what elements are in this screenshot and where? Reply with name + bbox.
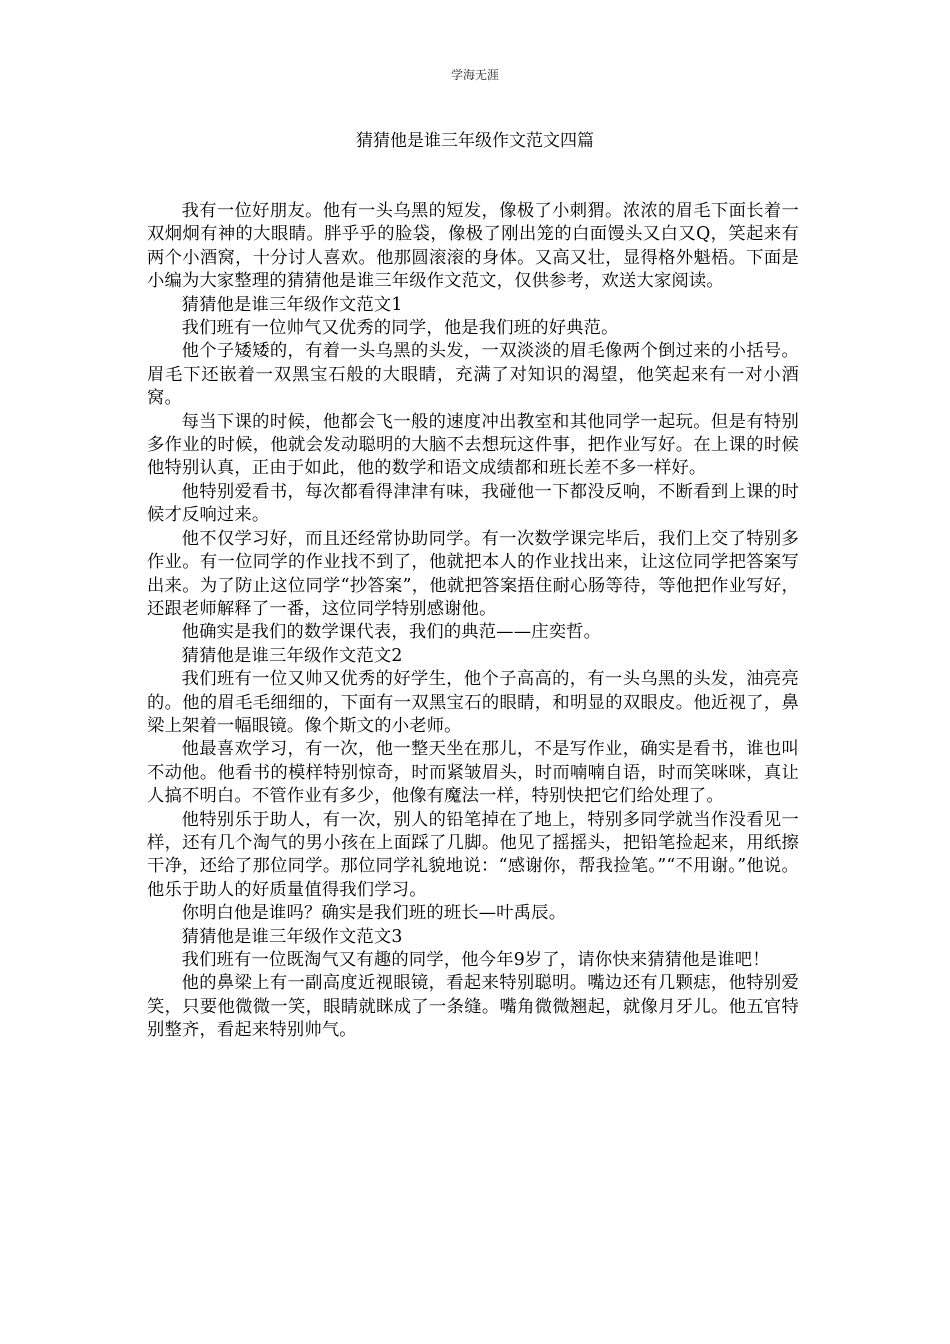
paragraph: 他的鼻梁上有一副高度近视眼镜，看起来特别聪明。嘴边还有几颗痣，他特别爱笑，只要他微微一笑，眼睛就眯成了一条缝。嘴角微微翘起，就像月牙儿。他五官特别整齐，看起来特别帅气。 (147, 973, 799, 1041)
document-title: 猜猜他是谁三年级作文范文四篇 (356, 131, 594, 151)
paragraph: 他确实是我们的数学课代表，我们的典范——庄奕哲。 (181, 622, 602, 643)
paragraph-intro: 我有一位好朋友。他有一头乌黑的短发，像极了小刺猬。浓浓的眉毛下面长着一双炯炯有神的大眼睛。胖乎乎的脸袋，像极了刚出笼的白面馒头又白又Q，笑起来有两个小酒窝，十分讨人喜欢。他那圆滚滚的身体。又高又壮，显得格外魁梧。下面是小编为大家整理的猜猜他是谁三年级作文范文，仅供参考，欢送大家阅读。 (147, 201, 799, 292)
paragraph: 他特别爱看书，每次都看得津津有味，我碰他一下都没反响，不断看到上课的时候才反响过来。 (147, 481, 799, 526)
paragraph: 你明白他是谁吗？确实是我们班的班长—叶禹辰。 (181, 903, 567, 924)
section-heading-3: 猜猜他是谁三年级作文范文3 (181, 926, 403, 947)
section-heading-2: 猜猜他是谁三年级作文范文2 (181, 645, 403, 666)
document-body (147, 200, 799, 1043)
paragraph: 我们班有一位既淘气又有趣的同学，他今年9岁了，请你快来猜猜他是谁吧！ (181, 950, 770, 970)
page-header-note: 学海无涯 (450, 68, 499, 82)
paragraph: 我们班有一位帅气又优秀的同学，他是我们班的好典范。 (181, 318, 619, 339)
paragraph: 他不仅学习好，而且还经常协助同学。有一次数学课完毕后，我们上交了特别多作业。有一位同学的作业找不到了，他就把本人的作业找出来，让这位同学把答案写出来。为了防止这位同学“抄答案”，他就把答案捂住耐心肠等待，等他把作业写好，还跟老师解释了一番，这位同学特别感谢他。 (147, 528, 799, 619)
paragraph: 他个子矮矮的，有着一头乌黑的头发，一双淡淡的眉毛像两个倒过来的小括号。眉毛下还嵌着一双黑宝石般的大眼睛，充满了对知识的渴望，他笑起来有一对小酒窝。 (147, 341, 799, 409)
paragraph: 每当下课的时候，他都会飞一般的速度冲出教室和其他同学一起玩。但是有特别多作业的时候，他就会发动聪明的大脑不去想玩这件事，把作业写好。在上课的时候他特别认真，正由于如此，他的数学和语文成绩都和班长差不多一样好。 (147, 411, 799, 479)
paragraph: 他最喜欢学习，有一次，他一整天坐在那儿，不是写作业，确实是看书，谁也叫不动他。他看书的模样特别惊奇，时而紧皱眉头，时而喃喃自语，时而笑咪咪，真让人搞不明白。不管作业有多少，他像有魔法一样，特别快把它们给处理了。 (147, 739, 799, 807)
paragraph: 我们班有一位又帅又优秀的好学生，他个子高高的，有一头乌黑的头发，油亮亮的。他的眉毛毛细细的，下面有一双黑宝石的眼睛，和明显的双眼皮。他近视了，鼻梁上架着一幅眼镜。像个斯文的小老师。 (147, 669, 799, 736)
paragraph: 他特别乐于助人，有一次，别人的铅笔掉在了地上，特别多同学就当作没看见一样，还有几个淘气的男小孩在上面踩了几脚。他见了摇摇头，把铅笔捡起来，用纸擦干净，还给了那位同学。那位同学礼貌地说：“感谢你，帮我捡笔。”“不用谢。”他说。他乐于助人的好质量值得我们学习。 (147, 809, 799, 900)
section-heading-1: 猜猜他是谁三年级作文范文1 (181, 294, 403, 315)
